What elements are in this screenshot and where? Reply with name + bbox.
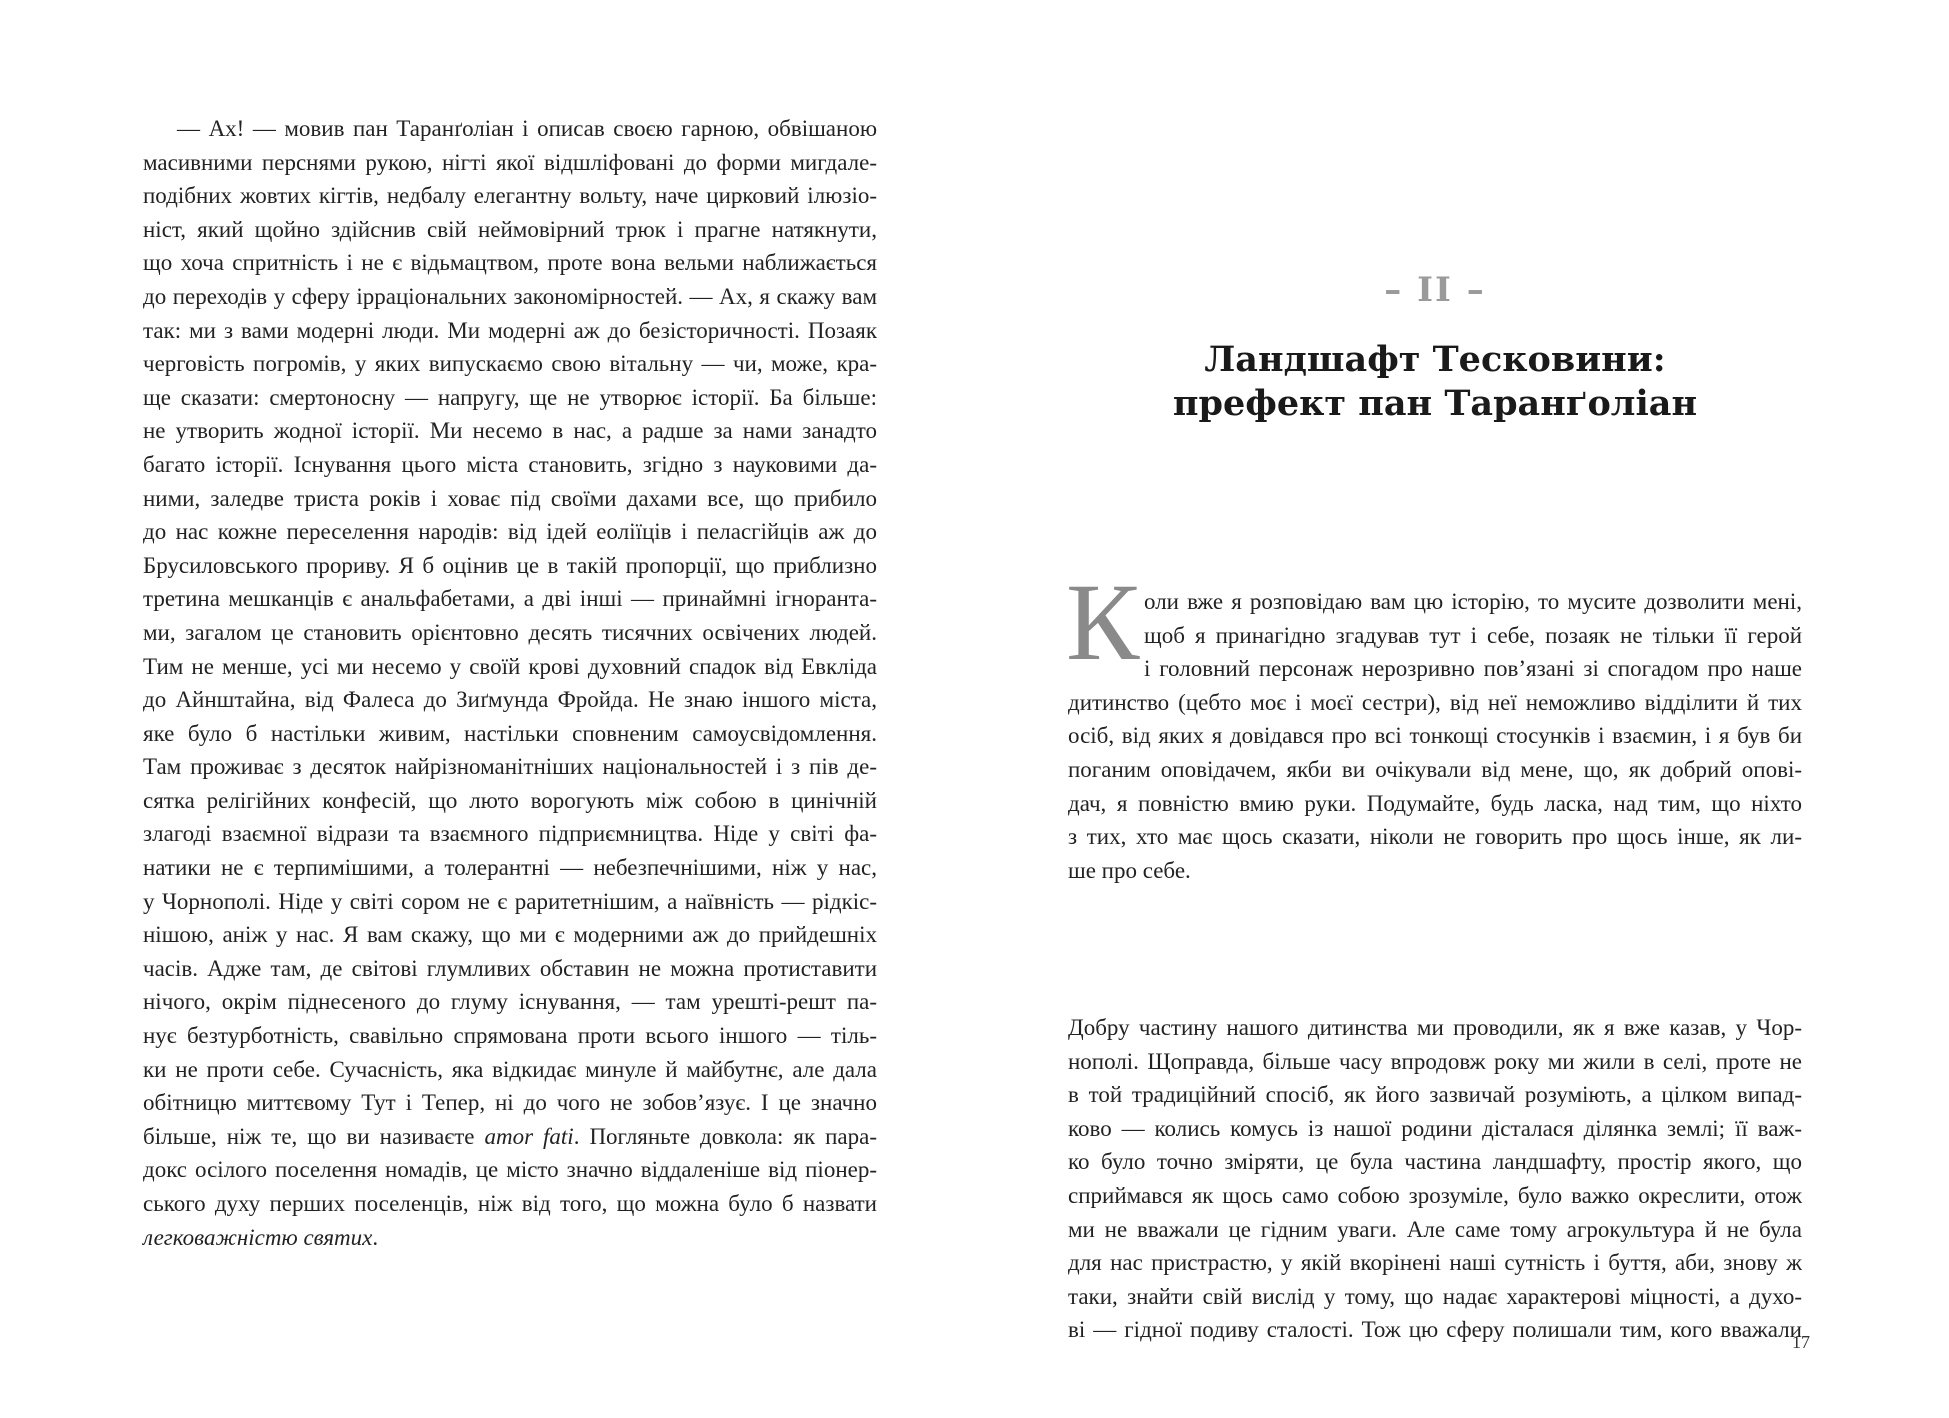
- text-fragment: . Погляньте довкола: як пара-: [573, 1123, 878, 1149]
- text-line: щоб я принагідно згадував тут і себе, позаяк не тільки її герой: [1144, 622, 1802, 648]
- text-line: для нас пристрастю, у якій вкорінені наші сутність і буття, аби, знову ж: [1068, 1250, 1802, 1276]
- text-line: Брусиловського прориву. Я б оцінив це в такій пропорції, що приблизно: [143, 552, 877, 578]
- text-line: ніст, який щойно здійснив свій неймовірний трюк і прагне натякнути,: [143, 216, 877, 242]
- text-line: обітницю миттєвому Тут і Тепер, ні до чого не зобов’язує. І це значно: [143, 1090, 877, 1116]
- text-line: нішою, аніж у нас. Я вам скажу, що ми є модерними аж до прийдешніх: [143, 922, 877, 948]
- text-line: до нас кожне переселення народів: від ідей еоліїців і пеласгійців аж до: [143, 519, 877, 545]
- text-line: сятка релігійних конфесій, що люто ворогують між собою в цинічній: [143, 787, 877, 813]
- text-line: яке було б настільки живим, настільки сповненим самоусвідомлення.: [143, 720, 877, 746]
- text-line: до Айнштайна, від Фалеса до Зиґмунда Фройда. Не знаю іншого міста,: [143, 687, 877, 713]
- text-line: сприймався як щось само собою зрозуміле, було важко окреслити, отож: [1068, 1182, 1802, 1208]
- text-line: масивними перснями рукою, нігті якої відшліфовані до форми мигдале-: [143, 149, 877, 175]
- chapter-number: – II –: [1384, 270, 1486, 310]
- text-line-last: ше про себе.: [1068, 857, 1191, 883]
- text-line: ського духу перших поселенців, ніж від того, що можна було б назвати: [143, 1191, 877, 1216]
- text-line: ми не вважали це гідним уваги. Але саме тому агрокультура й не була: [1068, 1216, 1802, 1242]
- text-line: у Чорнополі. Ніде у світі сором не є раритетнішим, а наївність — рідкіс-: [143, 888, 877, 914]
- text-line: ми, загалом це становить орієнтовно десять тисячних освічених людей.: [143, 619, 877, 645]
- text-line: натики не є терпимішими, а толерантні — небезпечнішими, ніж у нас,: [143, 855, 877, 881]
- left-page: [0, 0, 974, 1418]
- text-line: Добру частину нашого дитинства ми проводили, як я вже казав, у Чор-: [1068, 1015, 1802, 1040]
- text-line: так: ми з вами модерні люди. Ми модерні аж до безісторичності. Позаяк: [143, 317, 877, 343]
- text-line: ково — колись комусь із нашої родини дісталася ділянка землі; її важ-: [1068, 1115, 1802, 1141]
- text-line: Тим не менше, усі ми несемо у своїй крові духовний спадок від Евкліда: [143, 653, 877, 679]
- right-page-paragraph-2: [1068, 1011, 1802, 1347]
- text-line: ки не проти себе. Сучасність, яка відкидає минуле й майбутнє, але дала: [143, 1056, 877, 1082]
- text-line: докс осілого поселення номадів, це місто значно віддаленіше від піонер-: [143, 1157, 877, 1183]
- text-line: дитинство (цебто моє і моєї сестри), від неї неможливо відділити й тих: [1068, 689, 1802, 715]
- text-line: — Ах! — мовив пан Таранґоліан і описав своєю гарною, обвішаною: [143, 116, 877, 141]
- text-line: з тих, хто має щось сказати, ніколи не говорить про щось інше, як ли-: [1068, 824, 1802, 850]
- text-line: дач, я повністю вмию руки. Подумайте, будь ласка, над тим, що ніхто: [1068, 790, 1802, 816]
- text-fragment: більше, ніж те, що ви називаєте: [143, 1123, 485, 1149]
- text-line: черговість погромів, у яких випускаємо свою вітальну — чи, може, кра-: [143, 351, 877, 377]
- text-line: ві — гідної подиву сталості. Тож цю сферу полишали тим, кого вважали: [1068, 1317, 1802, 1343]
- italic-phrase: amor fati: [484, 1123, 574, 1149]
- text-line-amor-fati: [143, 1120, 877, 1154]
- text-line: поганим оповідачем, якби ви очікували від мене, що, як добрий опові-: [1068, 756, 1802, 782]
- chapter-title-line: Ландшафт Тесковини:: [1204, 339, 1666, 380]
- chapter-title-line: префект пан Таранґоліан: [1172, 383, 1698, 424]
- text-line: подібних жовтих кігтів, недбалу елегантну вольту, наче цирковий ілюзіо-: [143, 183, 877, 209]
- chapter-title: [1068, 338, 1802, 426]
- text-line: що хоча спритність і не є відьмацтвом, проте вона вельми наближається: [143, 250, 877, 276]
- text-line: багато історії. Існування цього міста становить, згідно з науковими да-: [143, 451, 877, 477]
- text-line: ко було точно зміряти, це була частина ландшафту, простір якого, що: [1068, 1149, 1802, 1175]
- text-line: в той традиційний спосіб, як його зазвичай розуміють, а цілком випад-: [1068, 1082, 1802, 1108]
- text-line: і головний персонаж нерозривно пов’язані зі спогадом про наше: [1144, 656, 1802, 682]
- text-line: злагоді взаємної відрази та взаємного підприємництва. Ніде у світі фа-: [143, 821, 877, 847]
- text-line: таки, знайти свій вислід у тому, що надає характерові міцності, а духо-: [1068, 1283, 1802, 1309]
- text-line: часів. Адже там, де світові глумливих обставин не можна протиставити: [143, 955, 877, 981]
- text-line-last: [143, 1221, 877, 1255]
- left-page-body: [143, 112, 877, 1254]
- drop-cap: К: [1066, 561, 1140, 683]
- text-fragment: .: [372, 1224, 379, 1250]
- text-line: Там проживає з десяток найрізноманітніших національностей і з пів де-: [143, 754, 877, 780]
- text-line: нічого, окрім піднесеного до глуму існування, — там урешті-решт па-: [143, 989, 877, 1015]
- text-line: ними, заледве триста років і ховає під своїми дахами все, що прибило: [143, 485, 877, 511]
- right-page-paragraph-1: [1068, 585, 1802, 887]
- text-line: осіб, від яких я довідався про всі тонкощі стосунків і взаємин, і я був би: [1068, 723, 1802, 749]
- text-line: ще сказати: смертоносну — напругу, ще не утворює історії. Ба більше:: [143, 384, 877, 410]
- text-line: до переходів у сферу ірраціональних закономірностей. — Ах, я скажу вам: [143, 283, 877, 309]
- page-number: 17: [1792, 1332, 1810, 1352]
- text-line: нує безтурботність, свавільно спрямована проти всього іншого — тіль-: [143, 1023, 877, 1049]
- text-line: не утворить жодної історії. Ми несемо в нас, а радше за нами занадто: [143, 418, 877, 444]
- text-line: оли вже я розповідаю вам цю історію, то мусите дозволити мені,: [1144, 589, 1802, 614]
- text-line: третина мешканців є анальфабетами, а дві інші — принаймні ігноранта-: [143, 586, 877, 612]
- text-line: нополі. Щоправда, більше часу впродовж року ми жили в селі, проте не: [1068, 1048, 1802, 1074]
- italic-phrase: легковажністю святих: [143, 1224, 373, 1250]
